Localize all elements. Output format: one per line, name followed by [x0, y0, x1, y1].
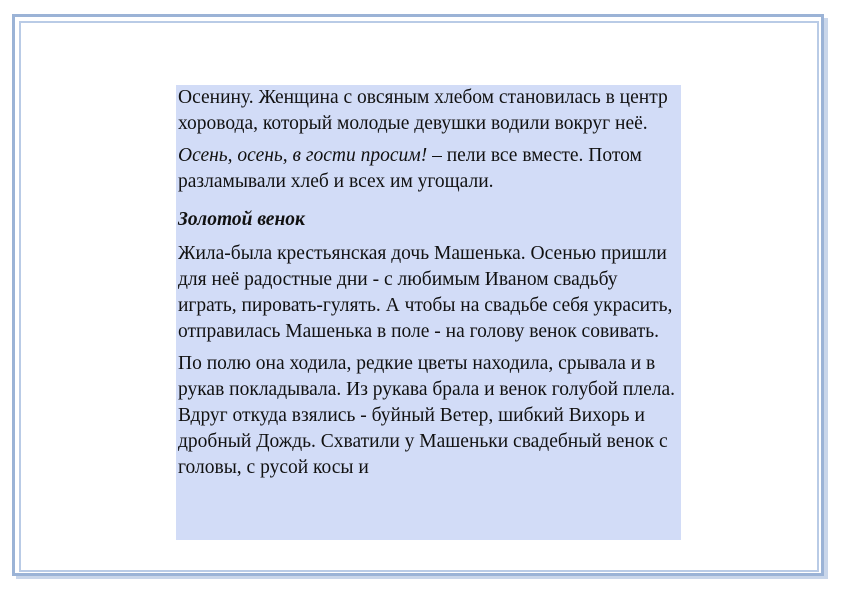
paragraph-4: По полю она ходила, редкие цветы находила, срывала и в рукав покладывала. Из рукава брала и венок голубой плела. Вдруг откуда взялись - буйный Ветер, шибкий Вихорь и дробный Дождь. Схватили у Машеньки свадебный венок с головы, с русой косы и — [178, 353, 676, 478]
frame-shadow-right — [824, 18, 828, 578]
text-box — [176, 85, 681, 540]
paragraph-3: Жила-была крестьянская дочь Машенька. Осенью пришли для неё радостные дни - с любимым Иваном свадьбу играть, пировать-гулять. А чтобы на свадьбе себя украсить, отправилась Машенька в поле - на голову венок совивать. — [178, 243, 673, 342]
quote-text: Осень, осень, в гости просим! — [178, 145, 428, 166]
frame-shadow-bottom — [16, 576, 828, 579]
paragraph-1: Осенину. Женщина с овсяным хлебом становилась в центр хоровода, который молодые девушки водили вокруг неё. — [178, 87, 668, 134]
paragraph-2-rest: – пели все вместе. Потом разламывали хлеб и всех им угощали. — [178, 145, 642, 192]
paragraph-2 — [178, 143, 681, 195]
section-heading: Золотой венок — [178, 209, 305, 230]
